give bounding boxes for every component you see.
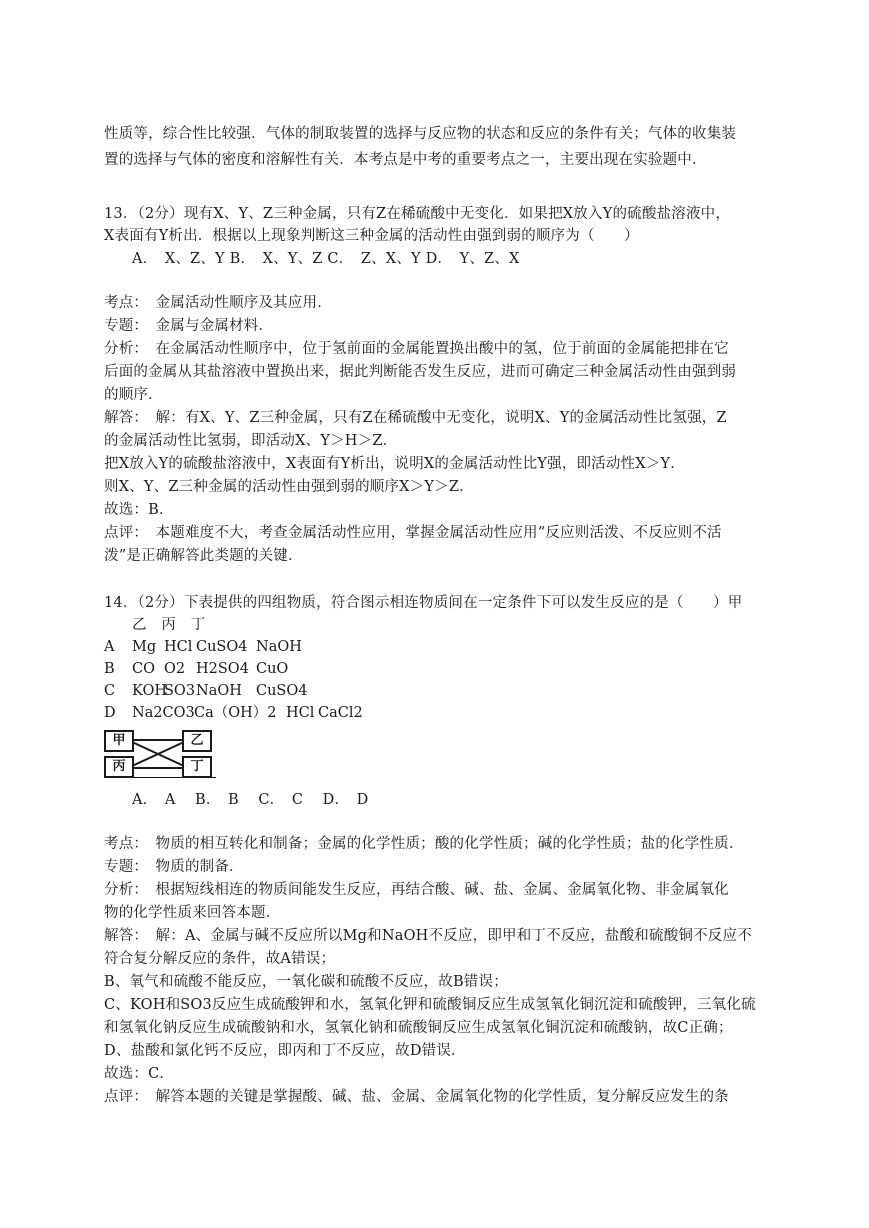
cell-bing: NaOH: [196, 683, 242, 699]
q14-jieda-2: 符合复分解反应的条件，故A错误；: [104, 951, 336, 967]
cell-ding: CuO: [256, 661, 289, 677]
q14-stem-line-1: 14．（2分）下表提供的四组物质，符合图示相连物质间在一定条件下可以发生反应的是（ ）甲: [104, 595, 743, 611]
intro-line-2: 置的选择与气体的密度和溶解性有关．本考点是中考的重要考点之一，主要出现在实验题中．: [104, 152, 707, 168]
q14-stem-line-2: 乙 丙 丁: [132, 617, 206, 633]
intro-line-1: 性质等，综合性比较强．气体的制取装置的选择与反应物的状态和反应的条件有关；气体的收集装: [104, 126, 737, 142]
q13-kaodian: 考点： 金属活动性顺序及其应用．: [104, 295, 332, 311]
q13-options: A． X、Z、Y B． X、Y、Z C． Z、X、Y D． Y、Z、X: [132, 251, 520, 267]
q14-zhuanti: 专题： 物质的制备．: [104, 859, 244, 875]
cell-yi: SO3: [164, 683, 196, 699]
q14-fenxi-2: 物的化学性质来回答本题．: [104, 905, 281, 921]
cell-ding: CaCl2: [318, 705, 363, 721]
q14-jieda-4: C、KOH和SO3反应生成硫酸钾和水，氢氧化钾和硫酸铜反应生成氢氧化铜沉淀和硫酸钾，三氧化硫: [104, 997, 756, 1013]
q13-zhuanti: 专题： 金属与金属材料．: [104, 318, 274, 334]
box-ding: 丁: [182, 756, 212, 778]
q14-jieda-5: 和氢氧化钠反应生成硫酸钠和水，氢氧化钠和硫酸铜反应生成氢氧化铜沉淀和硫酸钠，故C正确；: [104, 1020, 733, 1036]
q14-jieda-6: D、盐酸和氯化钙不反应，即丙和丁不反应，故D错误．: [104, 1043, 466, 1059]
box-bing: 丙: [104, 756, 134, 778]
cell-bing: CuSO4: [196, 639, 248, 655]
q13-jieda-1: 解答： 解：有X、Y、Z三种金属，只有Z在稀硫酸中无变化，说明X、Y的金属活动性比氢强，Z: [104, 410, 727, 426]
row-label: C: [104, 683, 116, 699]
q14-jieda-3: B、氧气和硫酸不能反应，一氧化碳和硫酸不反应，故B错误；: [104, 974, 508, 990]
q13-stem-line-2: X表面有Y析出．根据以上现象判断这三种金属的活动性由强到弱的顺序为（ ）: [104, 228, 639, 244]
reaction-diagram: [104, 730, 216, 778]
cell-jia: Na2CO3: [132, 705, 195, 721]
cell-ding: NaOH: [256, 639, 302, 655]
q13-fenxi-2: 后面的金属从其盐溶液中置换出来，据此判断能否发生反应，进而可确定三种金属活动性由强到弱: [104, 364, 737, 380]
cell-bing: HCl: [286, 705, 315, 721]
cell-ding: CuSO4: [256, 683, 308, 699]
q13-fenxi-1: 分析： 在金属活动性顺序中，位于氢前面的金属能置换出酸中的氢，位于前面的金属能把排在它: [104, 341, 729, 357]
q14-dianping-1: 点评： 解答本题的关键是掌握酸、碱、盐、金属、金属氧化物的化学性质，复分解反应发生的条: [104, 1089, 729, 1105]
cell-yi: O2: [164, 661, 186, 677]
diagram-baseline: [104, 777, 216, 778]
cell-yi: HCl: [164, 639, 193, 655]
cell-jia: CO: [132, 661, 155, 677]
q13-jieda-3: 把X放入Y的硫酸盐溶液中，X表面有Y析出，说明X的金属活动性比Y强，即活动性X＞Y．: [104, 456, 685, 472]
cell-jia: KOH: [132, 683, 167, 699]
q14-options: A． A B． B C． C D． D: [132, 792, 369, 808]
q14-kaodian: 考点： 物质的相互转化和制备；金属的化学性质；酸的化学性质；碱的化学性质；盐的化学性质．: [104, 836, 744, 852]
row-label: B: [104, 661, 115, 677]
q13-dianping-1: 点评： 本题难度不大，考查金属活动性应用，掌握金属活动性应用“反应则活泼、不反应则不活: [104, 525, 722, 541]
q13-stem-line-1: 13．（2分）现有X、Y、Z三种金属，只有Z在稀硫酸中无变化．如果把X放入Y的硫酸盐溶液中，: [104, 206, 731, 222]
q14-jieda-1: 解答： 解：A、金属与碱不反应所以Mg和NaOH不反应，即甲和丁不反应，盐酸和硫酸铜不反应不: [104, 928, 752, 944]
q14-answer: 故选：C．: [104, 1066, 175, 1082]
cell-yi: Ca（OH）2: [194, 705, 277, 721]
cell-jia: Mg: [132, 639, 157, 655]
q13-answer: 故选：B．: [104, 502, 174, 518]
row-label: D: [104, 705, 116, 721]
box-yi: 乙: [182, 730, 212, 752]
q13-jieda-2: 的金属活动性比氢弱，即活动X、Y＞H＞Z．: [104, 433, 398, 449]
row-label: A: [104, 639, 115, 655]
cell-bing: H2SO4: [196, 661, 249, 677]
q13-fenxi-3: 的顺序．: [104, 387, 163, 403]
q14-fenxi-1: 分析： 根据短线相连的物质间能发生反应，再结合酸、碱、盐、金属、金属氧化物、非金属氧化: [104, 882, 729, 898]
q13-dianping-2: 泼”是正确解答此类题的关键．: [104, 548, 303, 564]
q13-jieda-4: 则X、Y、Z三种金属的活动性由强到弱的顺序X＞Y＞Z．: [104, 479, 474, 495]
box-jia: 甲: [104, 730, 134, 752]
